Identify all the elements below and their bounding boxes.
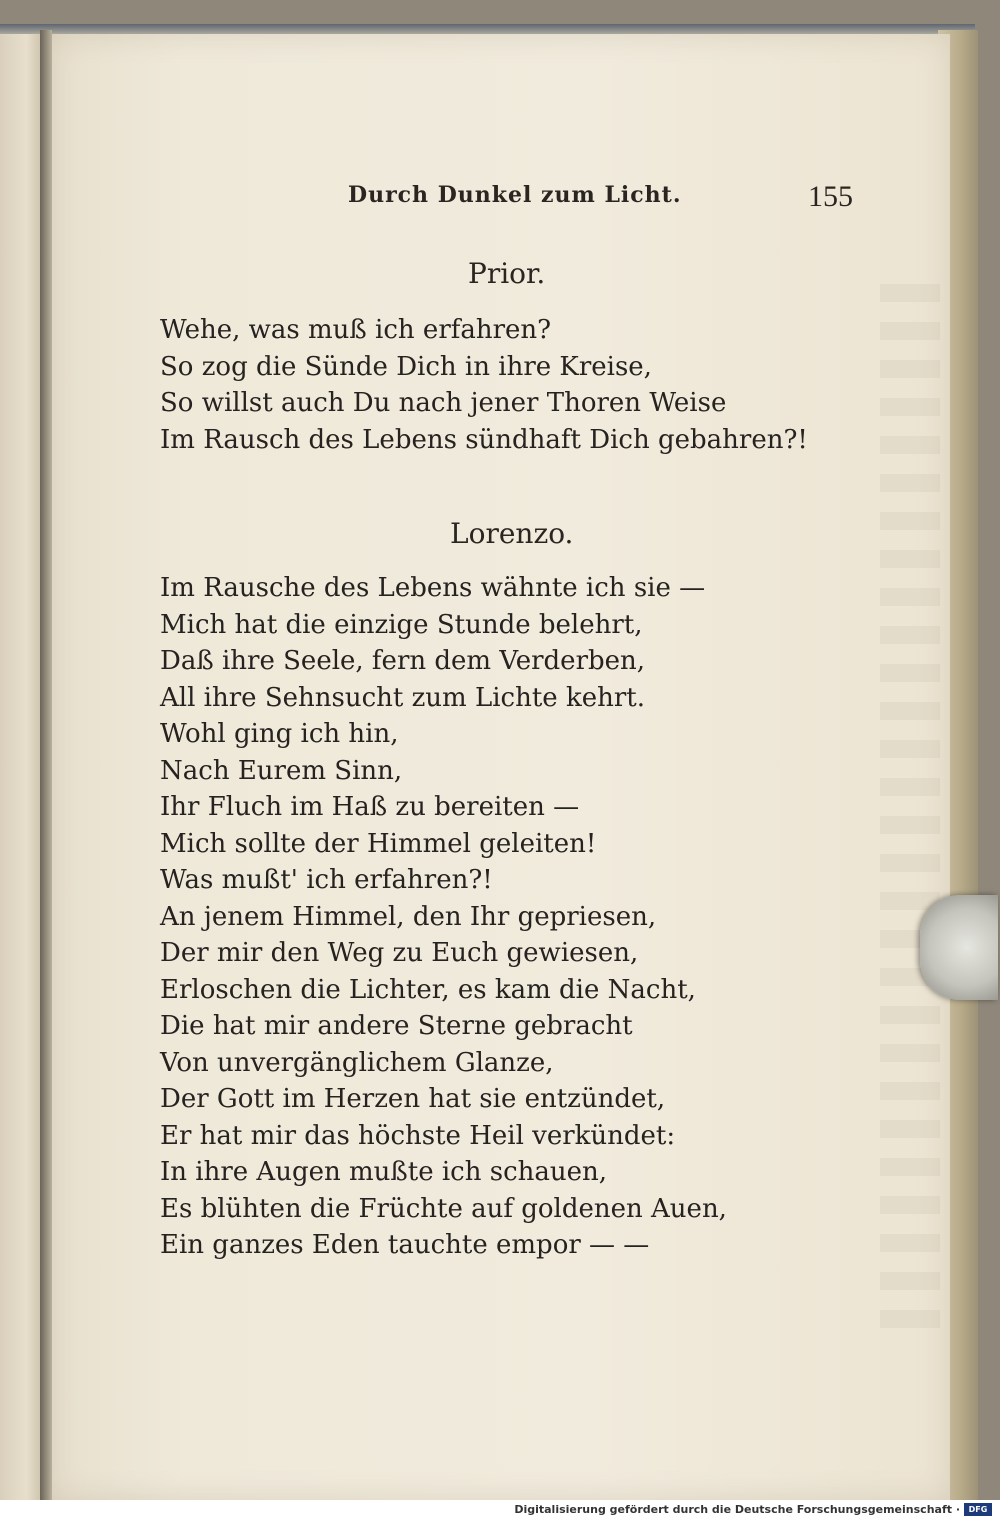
verse-line: Von unvergänglichem Glanze, bbox=[160, 1047, 554, 1078]
verse-line: Im Rausche des Lebens wähnte ich sie — bbox=[160, 573, 706, 603]
verse-line: Ihr Fluch im Haß zu bereiten — bbox=[160, 792, 580, 822]
page-number: 155 bbox=[808, 180, 853, 213]
running-head: Durch Dunkel zum Licht. bbox=[348, 182, 682, 208]
verse-line: Ein ganzes Eden tauchte empor — — bbox=[160, 1230, 650, 1260]
verse-line: Erloschen die Lichter, es kam die Nacht, bbox=[160, 974, 696, 1005]
verse-line: Mich sollte der Himmel geleiten! bbox=[160, 828, 597, 859]
verse-line: Er hat mir das höchste Heil verkündet: bbox=[160, 1120, 676, 1151]
left-page-edge bbox=[0, 30, 44, 1500]
verse-line: Wehe, was muß ich erfahren? bbox=[160, 315, 552, 345]
binding-strip bbox=[0, 24, 975, 34]
verse-line: Die hat mir andere Sterne gebracht bbox=[160, 1011, 633, 1041]
gutter bbox=[40, 30, 52, 1500]
show-through-bleed bbox=[880, 284, 940, 1334]
verse-line: Es blühten die Früchte auf goldenen Auen, bbox=[160, 1193, 727, 1224]
dfg-logo: DFG bbox=[964, 1503, 992, 1516]
verse-line: An jenem Himmel, den Ihr gepriesen, bbox=[160, 901, 657, 932]
speaker-prior: Prior. bbox=[468, 257, 546, 290]
verse-line: All ihre Sehnsucht zum Lichte kehrt. bbox=[160, 682, 645, 713]
page-clip bbox=[920, 895, 998, 1000]
verse-line: Nach Eurem Sinn, bbox=[160, 755, 403, 786]
verse-line: Was mußt' ich erfahren?! bbox=[160, 865, 493, 895]
verse-line: So willst auch Du nach jener Thoren Weise bbox=[160, 388, 727, 418]
verse-line: So zog die Sünde Dich in ihre Kreise, bbox=[160, 351, 652, 382]
verse-line: Der Gott im Herzen hat sie entzündet, bbox=[160, 1084, 666, 1114]
verse-block-lorenzo bbox=[160, 570, 860, 1264]
verse-line: In ihre Augen mußte ich schauen, bbox=[160, 1157, 608, 1187]
verse-line: Im Rausch des Lebens sündhaft Dich gebahren?! bbox=[160, 424, 808, 455]
footer-credit: Digitalisierung gefördert durch die Deutsche Forschungsgemeinschaft · bbox=[514, 1503, 960, 1516]
verse-line: Wohl ging ich hin, bbox=[160, 719, 399, 749]
verse-block-prior bbox=[160, 312, 860, 458]
verse-line: Daß ihre Seele, fern dem Verderben, bbox=[160, 646, 646, 676]
verse-line: Der mir den Weg zu Euch gewiesen, bbox=[160, 938, 639, 968]
speaker-lorenzo: Lorenzo. bbox=[450, 517, 574, 550]
verse-line: Mich hat die einzige Stunde belehrt, bbox=[160, 609, 643, 640]
